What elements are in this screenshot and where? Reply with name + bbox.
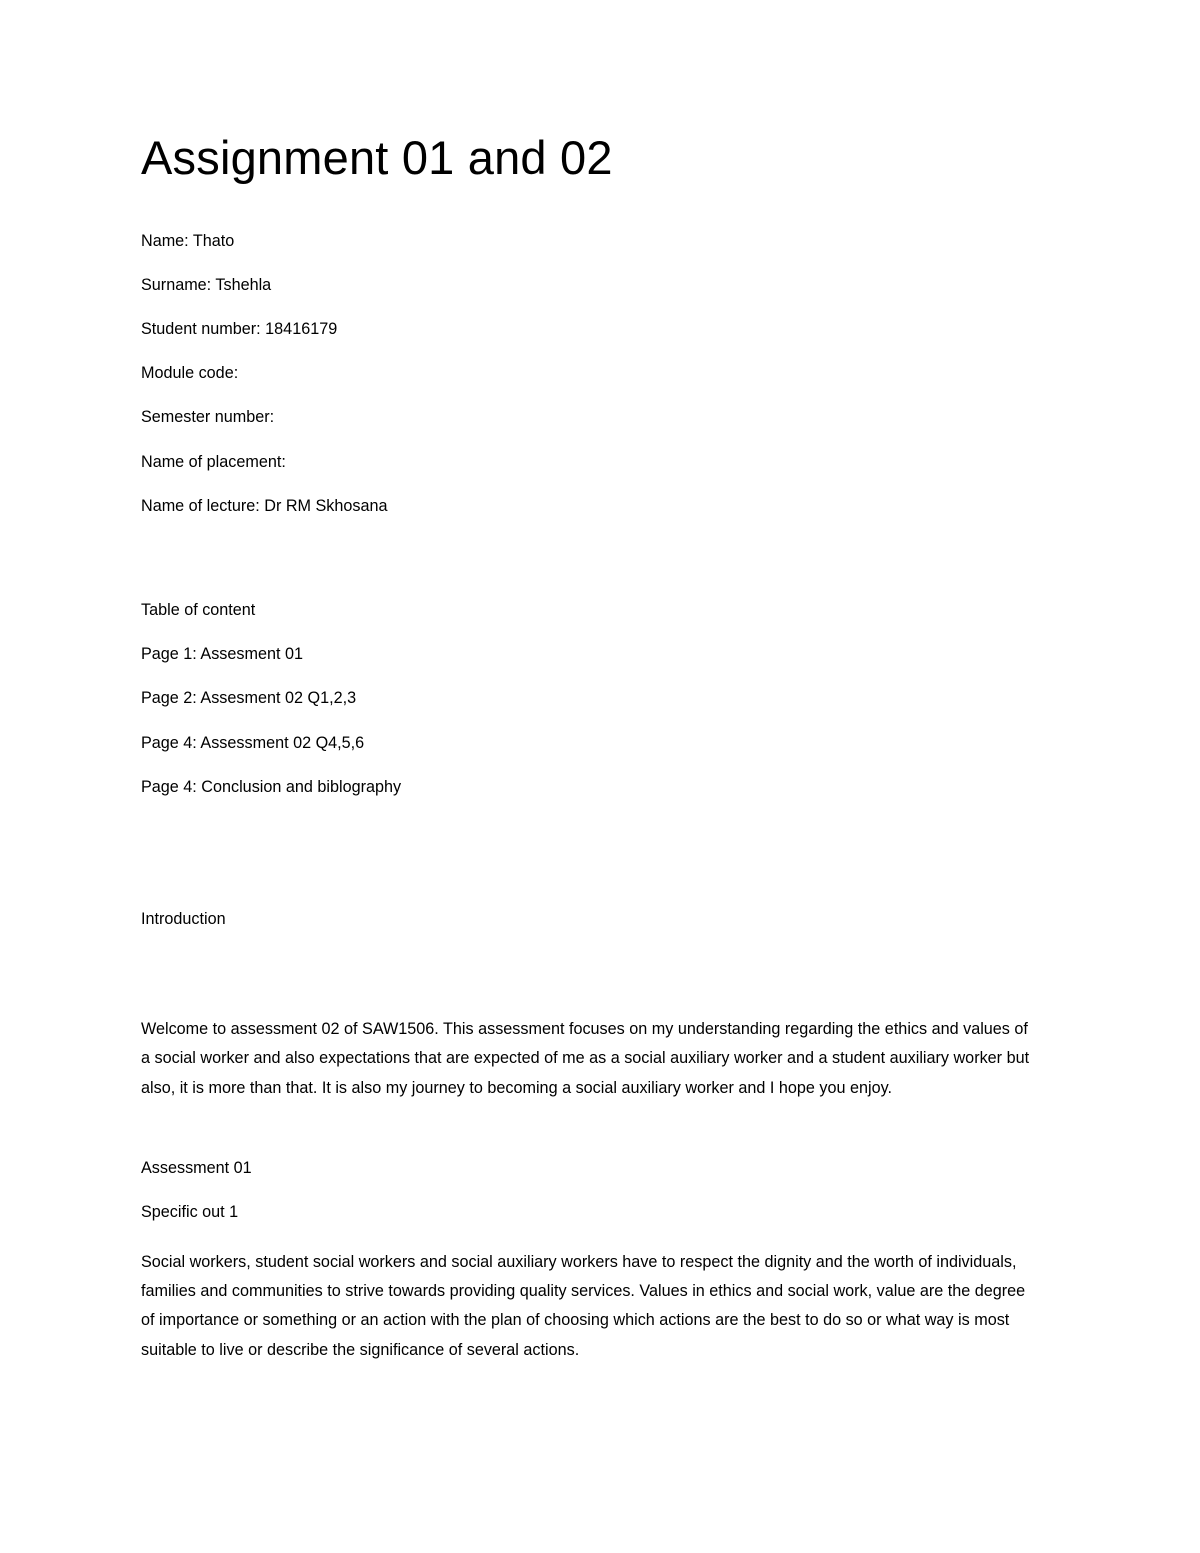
toc-entry: Page 4: Conclusion and biblography — [141, 777, 402, 796]
assessment-01-heading: Assessment 01 — [141, 1158, 252, 1177]
spacer-before-introduction — [141, 823, 1035, 911]
detail-placement: Name of placement: — [141, 452, 286, 471]
spacer-before-assessment — [141, 1131, 1035, 1160]
detail-surname: Surname: Tshehla — [141, 275, 272, 294]
detail-lecturer: Name of lecture: Dr RM Skhosana — [141, 496, 388, 515]
toc-entry: Page 1: Assesment 01 — [141, 645, 303, 664]
assessment-01-paragraph: Social workers, student social workers and social auxiliary workers have to respect the dignity and the worth of individuals, families and communities to strive towards providing quality services. Values in ethics and social work, value are the degree of importance or something or an action with the plan of choosing which actions are the best to do so or what way is most suitable to live or describe the significance of several actions. — [141, 1253, 1026, 1359]
student-details-block — [141, 233, 1035, 514]
detail-student-number: Student number: 18416179 — [141, 320, 338, 339]
detail-name: Name: Thato — [141, 231, 235, 250]
assessment-01-section — [141, 1160, 1035, 1365]
detail-semester-number: Semester number: — [141, 408, 275, 427]
detail-module-code: Module code: — [141, 364, 239, 383]
assessment-01-subheading: Specific out 1 — [141, 1202, 239, 1221]
spacer-before-toc — [141, 542, 1035, 602]
spacer-after-introduction-heading — [141, 955, 1035, 1015]
toc-entry: Page 4: Assessment 02 Q4,5,6 — [141, 733, 365, 752]
toc-entry: Page 2: Assesment 02 Q1,2,3 — [141, 689, 357, 708]
table-of-content-block — [141, 602, 1035, 795]
introduction-paragraph: Welcome to assessment 02 of SAW1506. This assessment focuses on my understanding regarding the ethics and values of a social worker and also expectations that are expected of me as a social auxiliary worker and a student auxiliary worker but also, it is more than that. It is also my journey to becoming a social auxiliary worker and I hope you enjoy. — [141, 1020, 1030, 1097]
introduction-section — [141, 911, 1035, 1103]
toc-heading: Table of content — [141, 601, 256, 620]
introduction-heading: Introduction — [141, 910, 226, 929]
page-title: Assignment 01 and 02 — [141, 131, 613, 184]
